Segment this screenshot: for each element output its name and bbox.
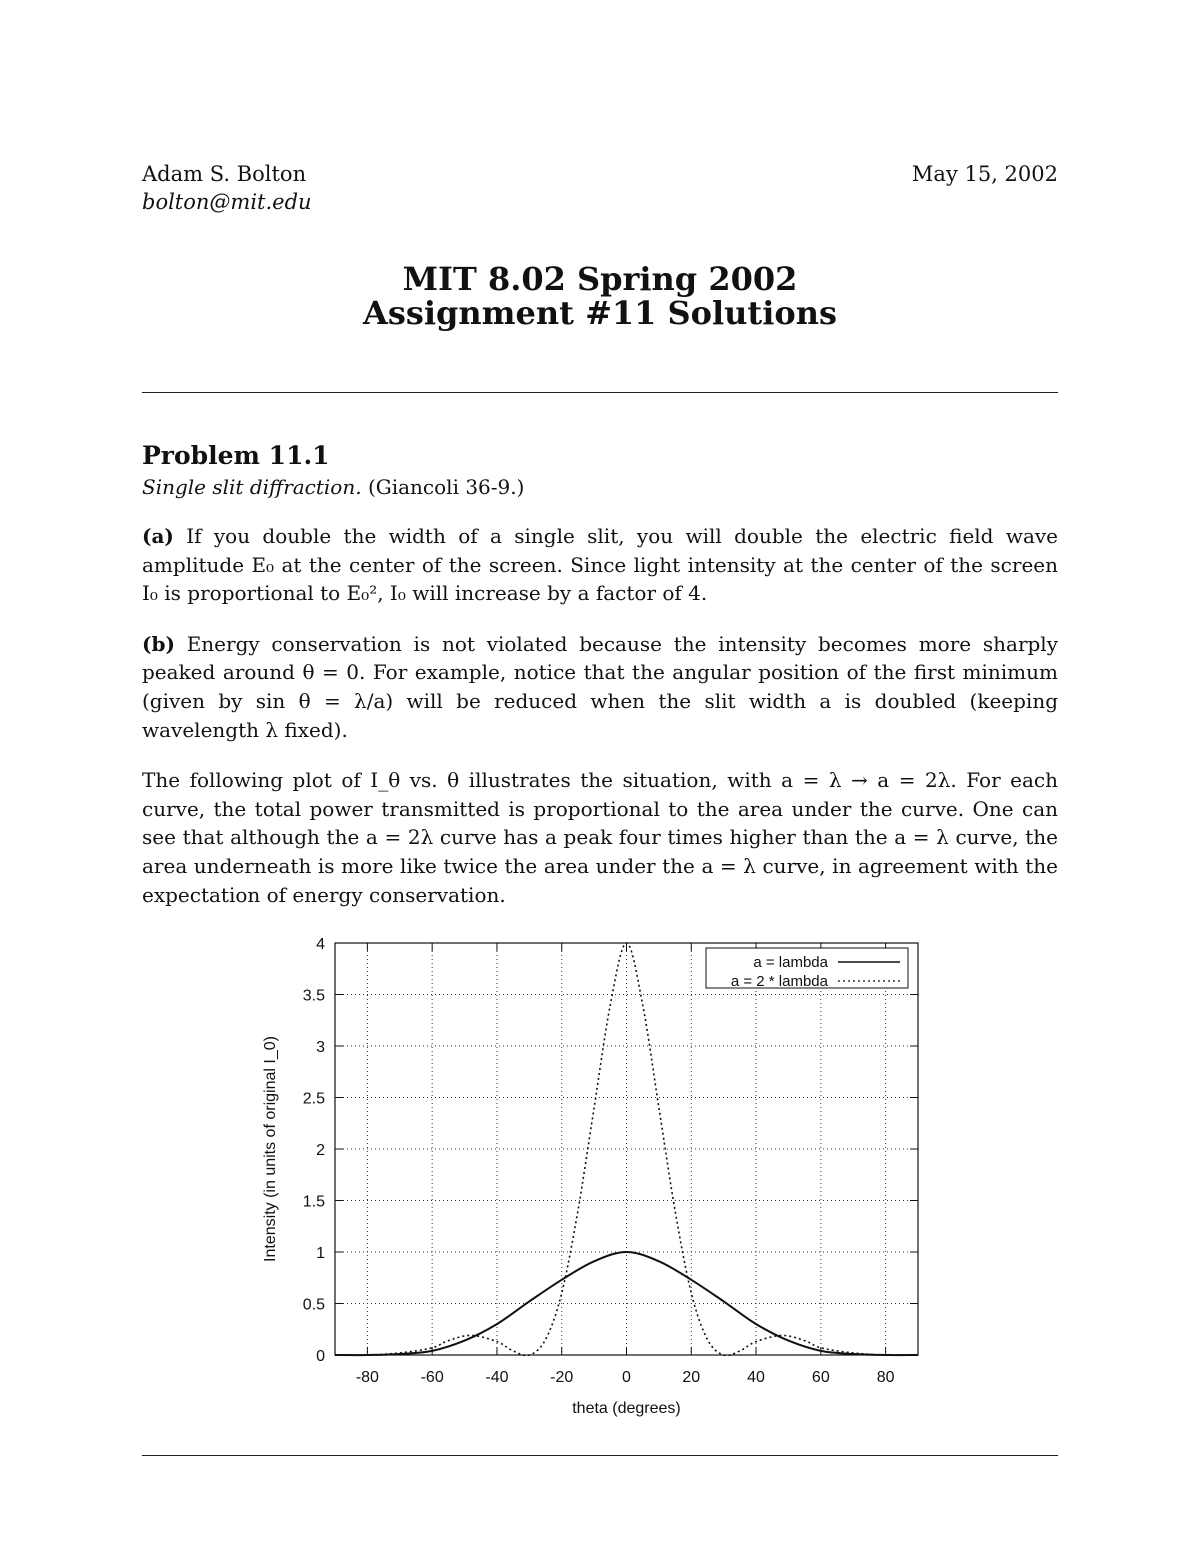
problem-topic: Single slit diffraction. (142, 475, 362, 499)
y-tick-label: 0 (316, 1348, 325, 1365)
x-axis-label: theta (degrees) (572, 1400, 681, 1417)
y-tick-label: 3 (316, 1039, 325, 1056)
intensity-chart (245, 925, 945, 1425)
problem-heading: Problem 11.1 (142, 441, 330, 470)
x-tick-label: 60 (811, 1369, 830, 1386)
plot-description-paragraph: The following plot of I_θ vs. θ illustrates the situation, with a = λ → a = 2λ. For each curve, the total power transmitted is proportional to the area under the curve. One can see that although the a = 2λ curve has a peak four times higher than the a = λ curve, the area underneath is more like twice the area under the a = λ curve, in agreement with the expectation of energy conservation. (142, 768, 1058, 907)
title-line-2: Assignment #11 Solutions (363, 294, 837, 332)
part-b-label: (b) (142, 631, 175, 656)
author-block (142, 160, 312, 216)
title-line-1: MIT 8.02 Spring 2002 (402, 260, 798, 298)
part-a-label: (a) (142, 524, 174, 548)
series-line-a-2lambda (335, 943, 918, 1356)
y-tick-label: 3.5 (302, 987, 325, 1005)
x-tick-label: 20 (682, 1369, 701, 1386)
x-tick-label: 40 (747, 1369, 765, 1386)
author-name: Adam S. Bolton (142, 162, 307, 186)
top-divider (142, 392, 1058, 393)
part-b-paragraph (142, 630, 1058, 744)
document-title (0, 262, 1200, 330)
x-tick-label: -60 (420, 1369, 444, 1386)
part-a-paragraph (142, 522, 1058, 608)
x-tick-label: 0 (622, 1369, 631, 1386)
x-tick-label: 80 (876, 1369, 895, 1386)
y-tick-label: 2 (316, 1142, 325, 1159)
y-tick-label: 4 (316, 936, 325, 953)
bottom-divider (142, 1455, 1058, 1456)
x-tick-label: -80 (355, 1369, 379, 1386)
document-date: May 15, 2002 (911, 162, 1058, 186)
plot-frame (335, 943, 918, 1355)
author-email: bolton@mit.edu (142, 190, 312, 214)
part-a-text: If you double the width of a single slit, you will double the electric field wave amplitude E₀ at the center of the screen. Since light intensity at the center of the screen I₀ is proportional to E₀², I₀ will increase by a factor of 4. (142, 524, 1059, 606)
problem-section (142, 440, 1058, 909)
x-tick-label: -40 (485, 1369, 509, 1386)
y-axis-label: Intensity (in units of original I_0) (262, 1036, 279, 1262)
legend-label: a = lambda (753, 954, 828, 971)
problem-reference: (Giancoli 36-9.) (361, 475, 525, 499)
x-tick-label: -20 (550, 1369, 574, 1386)
y-tick-label: 1 (316, 1245, 325, 1262)
y-tick-label: 2.5 (302, 1090, 325, 1108)
y-tick-label: 0.5 (302, 1296, 325, 1314)
part-b-text: Energy conservation is not violated because the intensity becomes more sharply peaked around θ = 0. For example, notice that the angular position of the first minimum (given by sin θ = λ/a) will be reduced when the slit width a is doubled (keeping wavelength λ fixed). (142, 631, 1059, 742)
problem-subtitle (142, 474, 1058, 500)
y-tick-label: 1.5 (302, 1193, 325, 1211)
legend-label: a = 2 * lambda (730, 973, 828, 990)
